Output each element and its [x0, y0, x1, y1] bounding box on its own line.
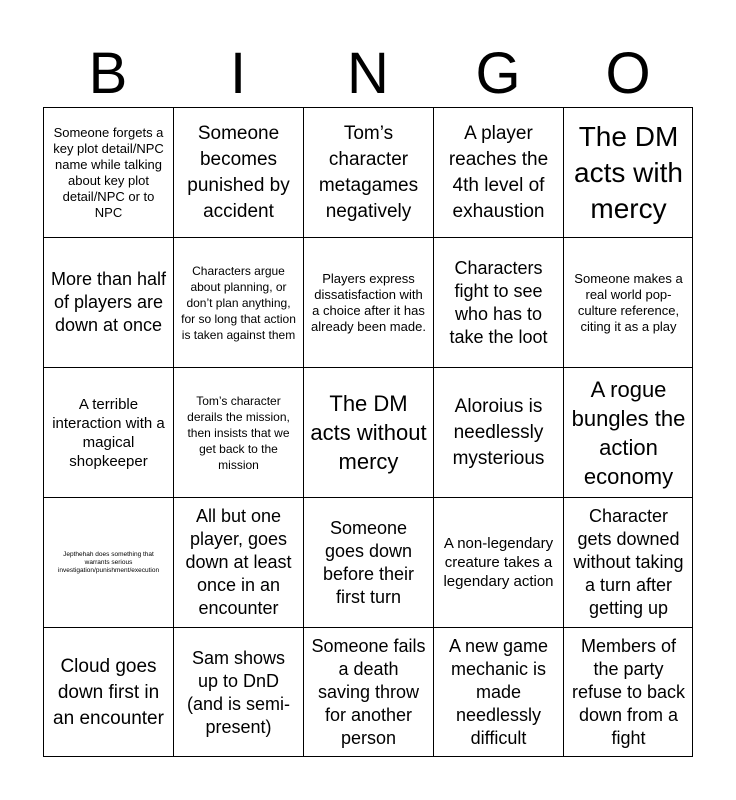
bingo-cell-text: Sam shows up to DnD (and is semi-present) [186, 647, 291, 737]
bingo-cell-text: Someone forgets a key plot detail/NPC name while talking about key plot detail/NPC or to NPC [53, 124, 164, 220]
bingo-cell-text: Characters argue about planning, or don’t plan anything, for so long that action is taken against them [181, 263, 296, 342]
bingo-cell-text: Cloud goes down first in an encounter [53, 655, 164, 729]
bingo-cell-text: All but one player, goes down at least once in an encounter [185, 506, 292, 618]
header-letter-n: N [347, 41, 389, 106]
bingo-cell[interactable] [173, 497, 303, 627]
bingo-cell-text: More than half of players are down at once [50, 269, 167, 335]
bingo-cell[interactable] [563, 237, 693, 367]
bingo-cell[interactable] [563, 627, 693, 757]
bingo-cell-text: A player reaches the 4th level of exhaustion [448, 122, 549, 222]
bingo-cell-text: Someone goes down before their first turn [322, 517, 415, 607]
bingo-cell[interactable] [563, 107, 693, 237]
bingo-cell[interactable] [43, 497, 173, 627]
bingo-cell[interactable] [303, 237, 433, 367]
bingo-cell-text: Aloroius is needlessly mysterious [452, 395, 545, 469]
bingo-cell[interactable] [303, 107, 433, 237]
bingo-cell[interactable] [433, 627, 563, 757]
header-letter-o: O [605, 41, 651, 106]
bingo-cell[interactable] [173, 107, 303, 237]
bingo-cell[interactable] [563, 367, 693, 497]
bingo-cell[interactable] [433, 107, 563, 237]
bingo-cell-text: The DM acts without mercy [310, 391, 427, 474]
bingo-cell[interactable] [433, 497, 563, 627]
header-letter-g: G [475, 41, 521, 106]
bingo-header [43, 40, 693, 108]
bingo-cell[interactable] [43, 107, 173, 237]
bingo-cell[interactable] [43, 237, 173, 367]
bingo-cell-text: A rogue bungles the action economy [571, 376, 686, 489]
bingo-cell-text: Tom’s character metagames negatively [318, 122, 419, 222]
bingo-cell-text: Someone fails a death saving throw for another person [311, 636, 426, 748]
bingo-cell-text: Someone becomes punished by accident [187, 122, 290, 222]
bingo-cell[interactable] [43, 367, 173, 497]
bingo-cell[interactable] [303, 627, 433, 757]
bingo-cell[interactable] [303, 497, 433, 627]
bingo-cell-text: Jepthehah does something that warrants serious investigation/punishment/execution [57, 550, 160, 574]
bingo-cell[interactable] [173, 237, 303, 367]
bingo-cell-text: Members of the party refuse to back down from a fight [571, 636, 686, 748]
bingo-cell[interactable] [173, 367, 303, 497]
bingo-cell[interactable] [303, 367, 433, 497]
bingo-cell[interactable] [43, 627, 173, 757]
bingo-cell[interactable] [433, 367, 563, 497]
bingo-cell-text: Characters fight to see who has to take the loot [449, 257, 548, 347]
bingo-cell[interactable] [563, 497, 693, 627]
bingo-cell-text: Character gets downed without taking a turn after getting up [573, 506, 684, 618]
bingo-cell-text: Players express dissatisfaction with a choice after it has already been made. [311, 270, 426, 334]
bingo-cell-text: A new game mechanic is made needlessly difficult [448, 636, 549, 748]
bingo-cell-text: The DM acts with mercy [574, 120, 683, 224]
bingo-cell-text: A terrible interaction with a magical shopkeeper [52, 395, 165, 470]
bingo-cell-text: Someone makes a real world pop-culture reference, citing it as a play [574, 270, 683, 334]
bingo-cell-text: Tom’s character derails the mission, then insists that we get back to the mission [187, 393, 290, 472]
bingo-board [43, 107, 693, 757]
bingo-cell[interactable] [173, 627, 303, 757]
bingo-cell[interactable] [433, 237, 563, 367]
header-letter-i: I [229, 41, 247, 106]
bingo-cell-text: A non-legendary creature takes a legendary action [443, 535, 554, 590]
header-letter-b: B [88, 41, 128, 106]
